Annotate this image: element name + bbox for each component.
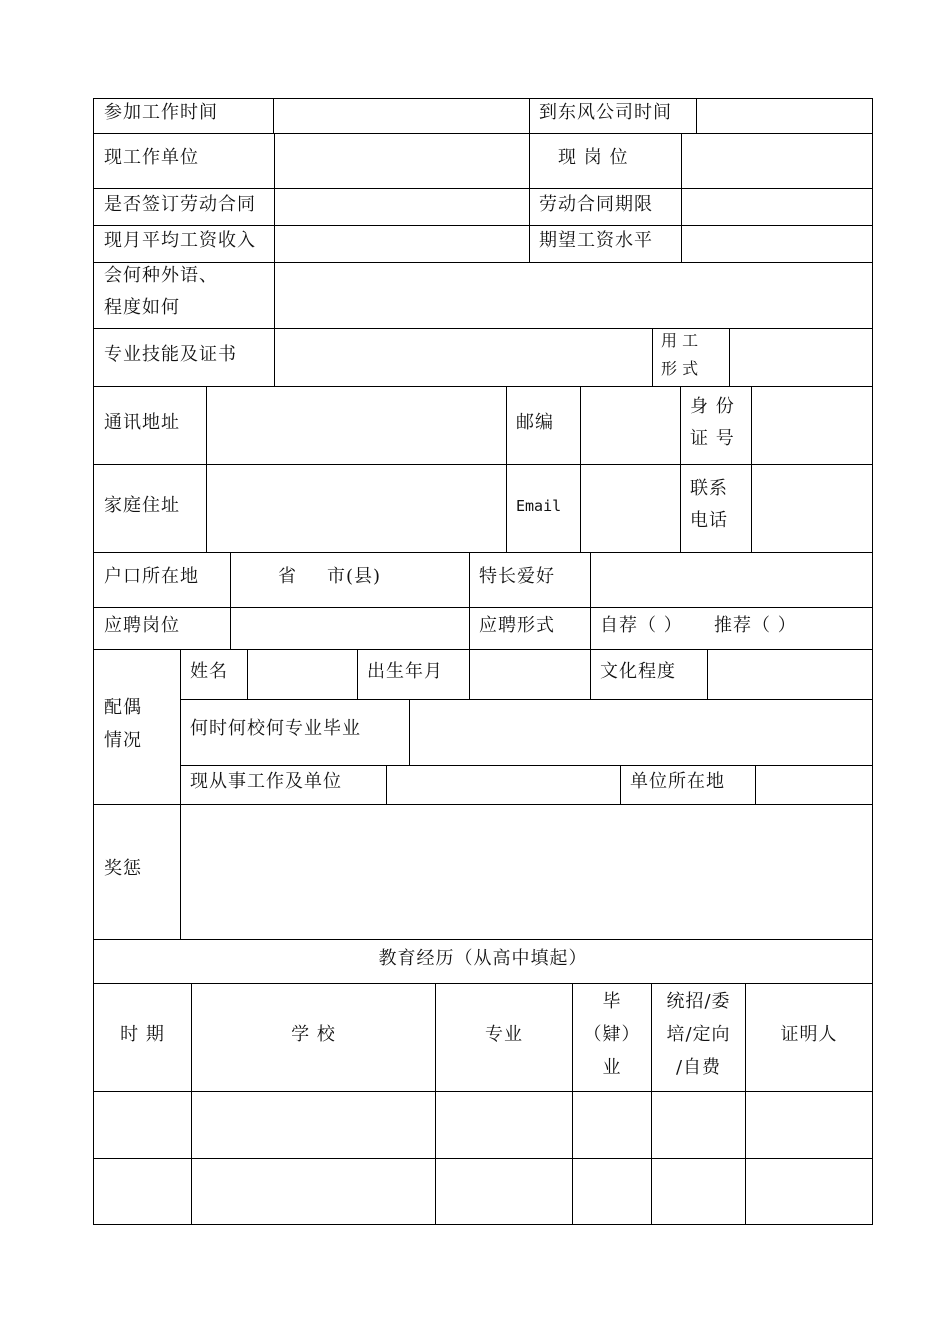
label-id-line2: 证 号	[690, 428, 735, 449]
label-phone-line2: 电话	[690, 510, 728, 531]
rule	[680, 386, 681, 552]
field-contract-signed[interactable]	[275, 189, 529, 225]
label-employment-line2: 形 式	[661, 359, 699, 378]
field-id-number[interactable]	[752, 387, 872, 464]
rule	[93, 1224, 873, 1225]
field-position[interactable]	[682, 134, 872, 188]
rule	[506, 386, 507, 552]
label-home: 家庭住址	[104, 495, 180, 516]
label-spouse-line1: 配偶	[104, 697, 142, 718]
field-apply-position[interactable]	[231, 608, 469, 649]
label-spouse-job: 现从事工作及单位	[190, 771, 342, 792]
field-spouse-job[interactable]	[387, 766, 620, 804]
label-contract-term: 劳动合同期限	[539, 194, 653, 215]
rule	[93, 98, 94, 1225]
field-employment[interactable]	[730, 329, 872, 386]
rule	[357, 649, 358, 699]
label-dongfeng-time: 到东风公司时间	[539, 102, 672, 123]
field-spouse-birth[interactable]	[470, 650, 590, 699]
field-spouse-location[interactable]	[756, 766, 872, 804]
education-row[interactable]	[94, 1159, 872, 1224]
rule	[652, 328, 653, 386]
field-skills[interactable]	[275, 329, 652, 386]
option-recommended[interactable]: 推荐（ ）	[714, 615, 797, 636]
field-expected-salary[interactable]	[682, 226, 872, 262]
label-phone-line1: 联系	[690, 478, 728, 499]
label-hobby: 特长爱好	[479, 566, 555, 587]
col-admission-line3: /自费	[675, 1057, 722, 1078]
education-row[interactable]	[94, 1092, 872, 1158]
field-contract-term[interactable]	[682, 189, 872, 225]
field-address[interactable]	[207, 387, 506, 464]
label-apply-position: 应聘岗位	[104, 615, 180, 636]
rule	[590, 649, 591, 699]
rule	[93, 607, 873, 608]
field-spouse-name[interactable]	[248, 650, 357, 699]
label-postcode: 邮编	[516, 412, 554, 433]
label-id-line1: 身 份	[690, 396, 735, 417]
field-phone[interactable]	[752, 465, 872, 552]
label-languages-line2: 程度如何	[104, 297, 180, 318]
label-skills: 专业技能及证书	[104, 344, 237, 365]
label-spouse-name: 姓名	[190, 661, 228, 682]
label-spouse-graduation: 何时何校何专业毕业	[190, 718, 361, 739]
label-languages-line1: 会何种外语、	[104, 265, 218, 286]
label-employment-line1: 用 工	[661, 331, 699, 350]
col-school: 学 校	[291, 1024, 336, 1045]
label-contract-signed: 是否签订劳动合同	[104, 194, 256, 215]
label-spouse-line2: 情况	[104, 730, 142, 751]
label-email: Email	[516, 497, 562, 515]
col-admission-line1: 统招/委	[666, 991, 731, 1012]
label-expected-salary: 期望工资水平	[539, 230, 653, 251]
field-languages[interactable]	[275, 263, 872, 328]
col-graduate-line1: 毕	[602, 991, 622, 1012]
field-employer[interactable]	[275, 134, 529, 188]
rule	[93, 983, 873, 984]
field-spouse-education[interactable]	[708, 650, 872, 699]
field-work-start[interactable]	[274, 99, 529, 133]
rule	[872, 98, 873, 1225]
label-province: 省	[278, 566, 297, 587]
label-apply-form: 应聘形式	[479, 615, 555, 636]
label-spouse-birth: 出生年月	[367, 661, 443, 682]
label-spouse-location: 单位所在地	[630, 771, 725, 792]
field-postcode[interactable]	[581, 387, 680, 464]
education-title: 教育经历（从高中填起）	[378, 948, 588, 969]
rule	[529, 133, 530, 262]
label-address: 通讯地址	[104, 412, 180, 433]
label-position: 现 岗 位	[558, 147, 629, 168]
col-graduate-line2: （肄）	[583, 1024, 641, 1045]
field-spouse-graduation[interactable]	[410, 700, 872, 765]
field-dongfeng-time[interactable]	[697, 99, 872, 133]
label-spouse-education: 文化程度	[600, 661, 676, 682]
col-period: 时 期	[120, 1024, 165, 1045]
rule	[529, 98, 530, 133]
label-salary: 现月平均工资收入	[104, 230, 256, 251]
col-admission-line2: 培/定向	[666, 1024, 731, 1045]
option-self-recommend[interactable]: 自荐（ ）	[600, 615, 683, 636]
field-salary[interactable]	[275, 226, 529, 262]
field-email[interactable]	[581, 465, 680, 552]
col-witness: 证明人	[780, 1024, 838, 1045]
rule	[469, 552, 470, 649]
rule	[93, 939, 873, 940]
col-graduate-line3: 业	[602, 1057, 622, 1078]
label-city: 市(县)	[327, 566, 382, 587]
label-awards: 奖惩	[104, 858, 142, 879]
field-home[interactable]	[207, 465, 506, 552]
label-hukou: 户口所在地	[104, 566, 199, 587]
label-employer: 现工作单位	[104, 147, 199, 168]
label-work-start: 参加工作时间	[104, 102, 218, 123]
field-awards[interactable]	[181, 805, 872, 939]
field-hobby[interactable]	[591, 553, 872, 607]
col-major: 专业	[485, 1024, 523, 1045]
rule	[620, 765, 621, 804]
